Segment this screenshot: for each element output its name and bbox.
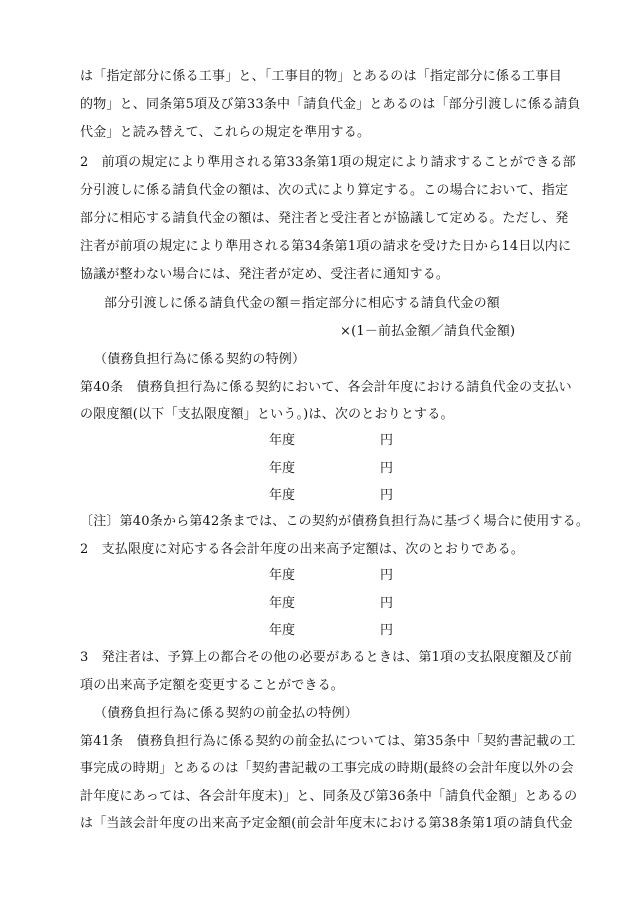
year-label: 年度 [269, 568, 296, 583]
article-41-line-4: は「当該会計年度の出来高予定金額(前会計年度末における第38条第1項の請負代金 [80, 816, 573, 831]
para-3-line-1: 3 発注者は、予算上の都合その他の必要があるときは、第1項の支払限度額及び前 [80, 650, 573, 665]
article-40-line-1: 第40条 債務負担行為に係る契約において、各会計年度における請負代金の支払い [80, 380, 572, 395]
yen-label: 円 [380, 623, 394, 638]
text-line: 分引渡しに係る請負代金の額は、次の式により算定する。この場合において、指定 [80, 183, 569, 198]
article-41-line-1: 第41条 債務負担行為に係る契約の前金払については、第35条中「契約書記載の工 [80, 734, 576, 749]
article-41-line-3: 計年度にあっては、各会計年度末)」と、同条及び第36条中「請負代金額」とあるの [80, 789, 578, 804]
text-line: 協議が整わない場合には、発注者が定め、受注者に通知する。 [80, 267, 450, 282]
yen-label: 円 [380, 433, 394, 448]
year-label: 年度 [269, 488, 296, 503]
year-label: 年度 [269, 433, 296, 448]
text-line: は「指定部分に係る工事」と、「工事目的物」とあるのは「指定部分に係る工事目 [80, 69, 562, 84]
year-label: 年度 [269, 623, 296, 638]
yen-label: 円 [380, 488, 394, 503]
year-label: 年度 [269, 461, 296, 476]
text-line: 部分に相応する請負代金の額は、発注者と受注者とが協議して定める。ただし、発 [80, 211, 569, 226]
formula-line-1: 部分引渡しに係る請負代金の額＝指定部分に相応する請負代金の額 [104, 296, 501, 311]
article-40-line-2: の限度額(以下「支払限度額」という。)は、次のとおりとする。 [80, 407, 454, 422]
formula-line-2: ×(1－前払金額／請負代金額) [340, 324, 516, 339]
article-41-line-2: 事完成の時期」とあるのは「契約書記載の工事完成の時期(最終の会計年度以外の会 [80, 761, 574, 776]
yen-label: 円 [380, 568, 394, 583]
section-heading-1: （債務負担行為に係る契約の特例） [94, 352, 306, 367]
para-2-line: 2 支払限度に対応する各会計年度の出来高予定額は、次のとおりである。 [80, 542, 525, 557]
year-label: 年度 [269, 596, 296, 611]
text-line: 注者が前項の規定により準用される第34条第1項の請求を受けた日から14日以内に [80, 239, 572, 254]
text-line: 的物」と、同条第5項及び第33条中「請負代金」とあるのは「部分引渡しに係る請負 [80, 97, 581, 112]
yen-label: 円 [380, 596, 394, 611]
text-line: 代金」と読み替えて、これらの規定を準用する。 [80, 125, 371, 140]
text-line: 2 前項の規定により準用される第33条第1項の規定により請求することができる部 [80, 155, 576, 170]
note-line: 〔注〕第40条から第42条までは、この契約が債務負担行為に基づく場合に使用する。 [80, 514, 590, 529]
para-3-line-2: 項の出来高予定額を変更することができる。 [80, 678, 345, 693]
section-heading-2: （債務負担行為に係る契約の前金払の特例） [94, 706, 359, 721]
yen-label: 円 [380, 461, 394, 476]
